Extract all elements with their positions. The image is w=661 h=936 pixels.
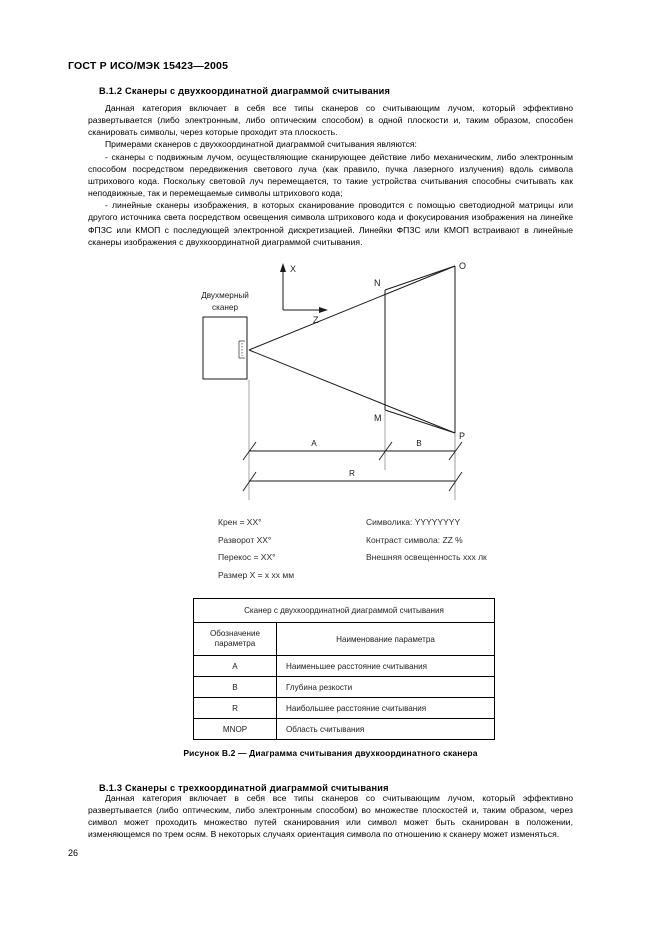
section-b12-body (88, 102, 573, 248)
table-row (194, 719, 495, 740)
section-heading-b12: В.1.2 Сканеры с двухкоординатной диаграммой считывания (99, 86, 391, 96)
spec-left: Размер X = x xx мм (218, 569, 295, 580)
table-header-name: Наименование параметра (277, 623, 495, 656)
figure-caption: Рисунок В.2 — Диаграмма считывания двухкоординатного сканера (183, 748, 478, 758)
table-row (194, 677, 495, 698)
paragraph: Данная категория включает в себя все типы сканеров со считывающим лучом, который эффективно развертывается (либо оптическим, либо электронным способом) во множестве плоскостей и, таким образом, через символ может проходить множество путей сканирования или символ может быть сканирован в положении, изменяющемся по трем осям. В некоторых случаях ориентация символа по отношению к сканеру может изменяться. (88, 793, 573, 840)
section-heading-b13: В.1.3 Сканеры с трехкоординатной диаграммой считывания (99, 783, 389, 793)
table-title-cell: Сканер с двухкоординатной диаграммой считывания (194, 599, 495, 623)
axis-x-label: X (290, 264, 297, 274)
standard-header: ГОСТ Р ИСО/МЭК 15423—2005 (68, 60, 229, 72)
vertex-label-m: M (374, 413, 382, 423)
vertex-label-n: N (374, 278, 381, 288)
axes-group (280, 263, 328, 313)
paragraph: - сканеры с подвижным лучом, осуществляющие сканирующее действие либо механическим, либо электронным способом посредством передвижения светового луча (как правило, пучка лазерного излучения) вдоль символа штрихового кода. Поскольку световой луч перемещается, то такие устройства считывания способны считывать как неподвижные, так и перемещаемые символы штрихового кода; (88, 151, 573, 199)
cell-symbol: R (194, 698, 277, 719)
spec-left: Разворот XX° (218, 534, 272, 545)
spec-row (218, 570, 548, 588)
scanner-label-line2: сканер (211, 303, 239, 312)
vertex-label-p: P (459, 431, 466, 441)
table-row (194, 656, 495, 677)
figure-b2-diagram (0, 255, 661, 515)
table-header-row (194, 623, 495, 656)
figure-specs-list (218, 517, 548, 587)
page-number: 26 (68, 848, 79, 858)
spec-left: Крен = XX° (218, 517, 262, 527)
table-row (194, 698, 495, 719)
paragraph: Примерами сканеров с двухкоординатной диаграммой считывания являются: (105, 139, 417, 150)
cell-name: Наименьшее расстояние считывания (277, 656, 495, 677)
paragraph: - линейные сканеры изображения, в которых сканирование проводится с помощью светодиодной матрицы или другого источника света посредством освещения символа штрихового кода и фокусирования изображения на линейке ФПЗС или КМОП с последующей электронной дискретизацией. Линейки ФПЗС или КМОП встраивают в линейные сканеры изображения с двухкоординатной диаграммой считывания. (88, 200, 573, 247)
dimension-label-a: A (311, 439, 317, 448)
scanner-label-line1: Двухмерный (201, 291, 249, 300)
cell-symbol: MNOP (194, 719, 277, 740)
cell-symbol: B (194, 677, 277, 698)
header-symbol-line1: Обозначение (209, 628, 261, 638)
paragraph: Данная категория включает в себя все типы сканеров со считывающим лучом, который эффективно развертывается (либо электронным, либо оптическим способом) в одной плоскости и, таким образом, способен сканировать символы, через которые проходит эта плоскость. (88, 103, 573, 138)
spec-row (218, 535, 548, 553)
z-axis-arrow (319, 307, 328, 313)
beam-cone (249, 266, 455, 433)
section-b13-body (88, 792, 573, 841)
axis-z-label: Z (313, 315, 319, 325)
spec-right: Символика: YYYYYYYY (366, 517, 461, 527)
scanner-box (203, 317, 247, 379)
x-axis-arrow (280, 263, 286, 272)
dimension-label-r: R (349, 469, 355, 478)
dimension-label-b: B (416, 439, 422, 448)
table-title-row (194, 599, 495, 623)
vertex-label-o: O (459, 261, 467, 271)
table-header-symbol (194, 623, 277, 656)
dimension-line-ab (243, 442, 462, 460)
spec-row (218, 552, 548, 570)
reading-area-mnop (385, 266, 455, 433)
parameter-table (193, 598, 495, 740)
extension-lines (249, 380, 455, 500)
spec-row (218, 517, 548, 535)
spec-left: Перекос = XX° (218, 552, 276, 562)
spec-right: Внешняя освещенность ххх лк (366, 552, 487, 562)
cell-name: Наибольшее расстояние считывания (277, 698, 495, 719)
spec-right: Контраст символа: ZZ % (366, 534, 463, 545)
cell-symbol: A (194, 656, 277, 677)
cell-name: Глубина резкости (277, 677, 495, 698)
header-symbol-line2: параметра (214, 639, 256, 648)
cell-name: Область считывания (277, 719, 495, 740)
